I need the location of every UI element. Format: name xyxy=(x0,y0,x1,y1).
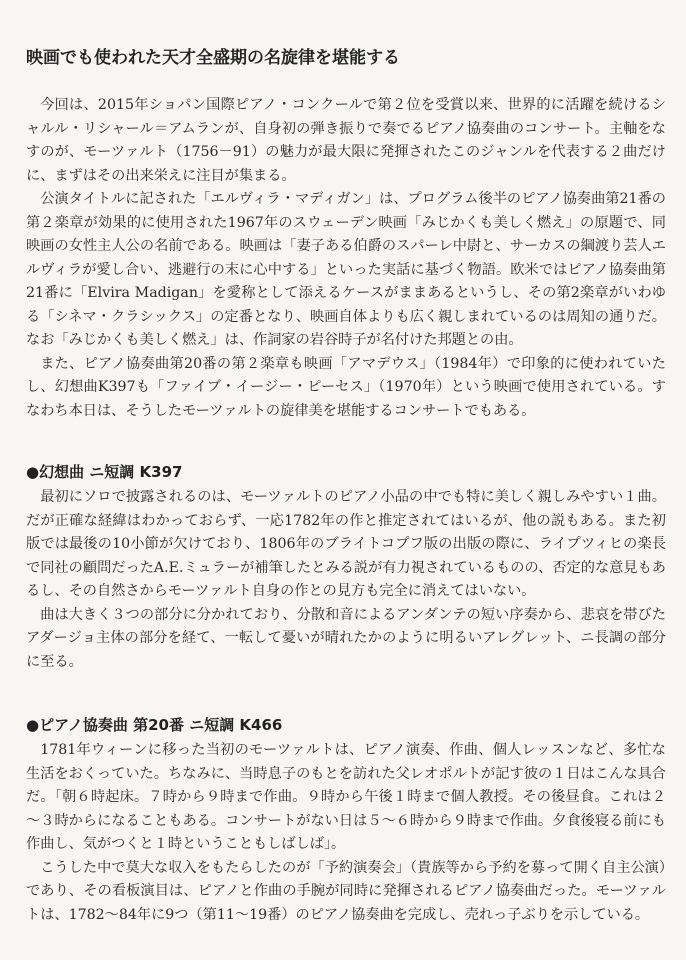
intro-paragraph: 公演タイトルに記された「エルヴィラ・マディガン」は、プログラム後半のピアノ協奏曲第21番の第２楽章が効果的に使用された1967年のスウェーデン映画「みじかくも美しく燃え」の原題で、同映画の女性主人公の名前である。映画は「妻子ある伯爵のスパーレ中尉と、サーカスの綱渡り芸人エルヴィラが愛し合い、逃避行の末に心中する」といった実話に基づく物語。欧米ではピアノ協奏曲第21番に「Elvira Madigan」を愛称として添えるケースがままあるというし、その第2楽章がいわゆる「シネマ・クラシックス」の定番となり、映画自体よりも広く親しまれているのは周知の通りだ。なお「みじかくも美しく燃え」は、作詞家の岩谷時子が名付けた邦題との由。 xyxy=(26,191,666,348)
page-title: 映画でも使われた天才全盛期の名旋律を堪能する xyxy=(26,48,400,68)
section-heading-concerto20: ●ピアノ協奏曲 第20番 ニ短調 K466 xyxy=(26,716,283,734)
section-paragraph: 1781年ウィーンに移った当初のモーツァルトは、ピアノ演奏、作曲、個人レッスンなど、多忙な生活をおくっていた。ちなみに、当時息子のもとを訪れた父レオポルトが記す彼の１日はこんな具合だ。「朝６時起床。７時から９時まで作曲。９時から午後１時まで個人教授。その後昼食。これは２～３時からになることもある。コンサートがない日は５～６時から９時まで作曲。夕食後寝る前にも作曲し、気がつくと１時ということもしばしば」。 xyxy=(26,742,666,852)
section-text-fantasia xyxy=(26,486,666,674)
section-paragraph: 曲は大きく３つの部分に分かれており、分散和音によるアンダンテの短い序奏から、悲哀を帯びたアダージョ主体の部分を経て、一転して憂いが晴れたかのように明るいアレグレット、ニ長調の部分に至る。 xyxy=(26,606,666,670)
section-paragraph: こうした中で莫大な収入をもたらしたのが「予約演奏会」（貴族等から予約を募って開く自主公演）であり、その看板演目は、ピアノと作曲の手腕が同時に発揮されるピアノ協奏曲だった。モーツァルトは、1782～84年に9つ（第11～19番）のピアノ協奏曲を完成し、売れっ子ぶりを示している。 xyxy=(26,859,666,923)
intro-paragraph: また、ピアノ協奏曲第20番の第２楽章も映画「アマデウス」（1984年）で印象的に使われていたし、幻想曲K397も「ファイブ・イージー・ピーセス」（1970年）という映画で使用されている。すなわち本日は、そうしたモーツァルトの旋律美を堪能するコンサートでもある。 xyxy=(26,355,666,419)
section-heading-fantasia: ●幻想曲 ニ短調 K397 xyxy=(26,463,183,481)
section-paragraph: 最初にソロで披露されるのは、モーツァルトのピアノ小品の中でも特に美しく親しみやすい１曲。だが正確な経緯はわかっておらず、一応1782年の作と推定されてはいるが、他の説もある。また初版では最後の10小節が欠けており、1806年のブライトコプフ版の出版の際に、ライプツィヒの楽長で同社の顧問だったA.E.ミュラーが補筆したとみる説が有力視されているものの、否定的な意見もあるし、その自然さからモーツァルト自身の作との見方も完全に消えてはいない。 xyxy=(26,489,666,599)
intro-text xyxy=(26,94,666,423)
intro-paragraph: 今回は、2015年ショパン国際ピアノ・コンクールで第２位を受賞以来、世界的に活躍を続けるシャルル・リシャール＝アムランが、自身初の弾き振りで奏でるピアノ協奏曲のコンサート。主軸をなすのが、モーツァルト（1756－91）の魅力が最大限に発揮されたこのジャンルを代表する２曲だけに、まずはその出来栄えに注目が集まる。 xyxy=(26,97,666,184)
section-text-concerto20 xyxy=(26,739,666,927)
